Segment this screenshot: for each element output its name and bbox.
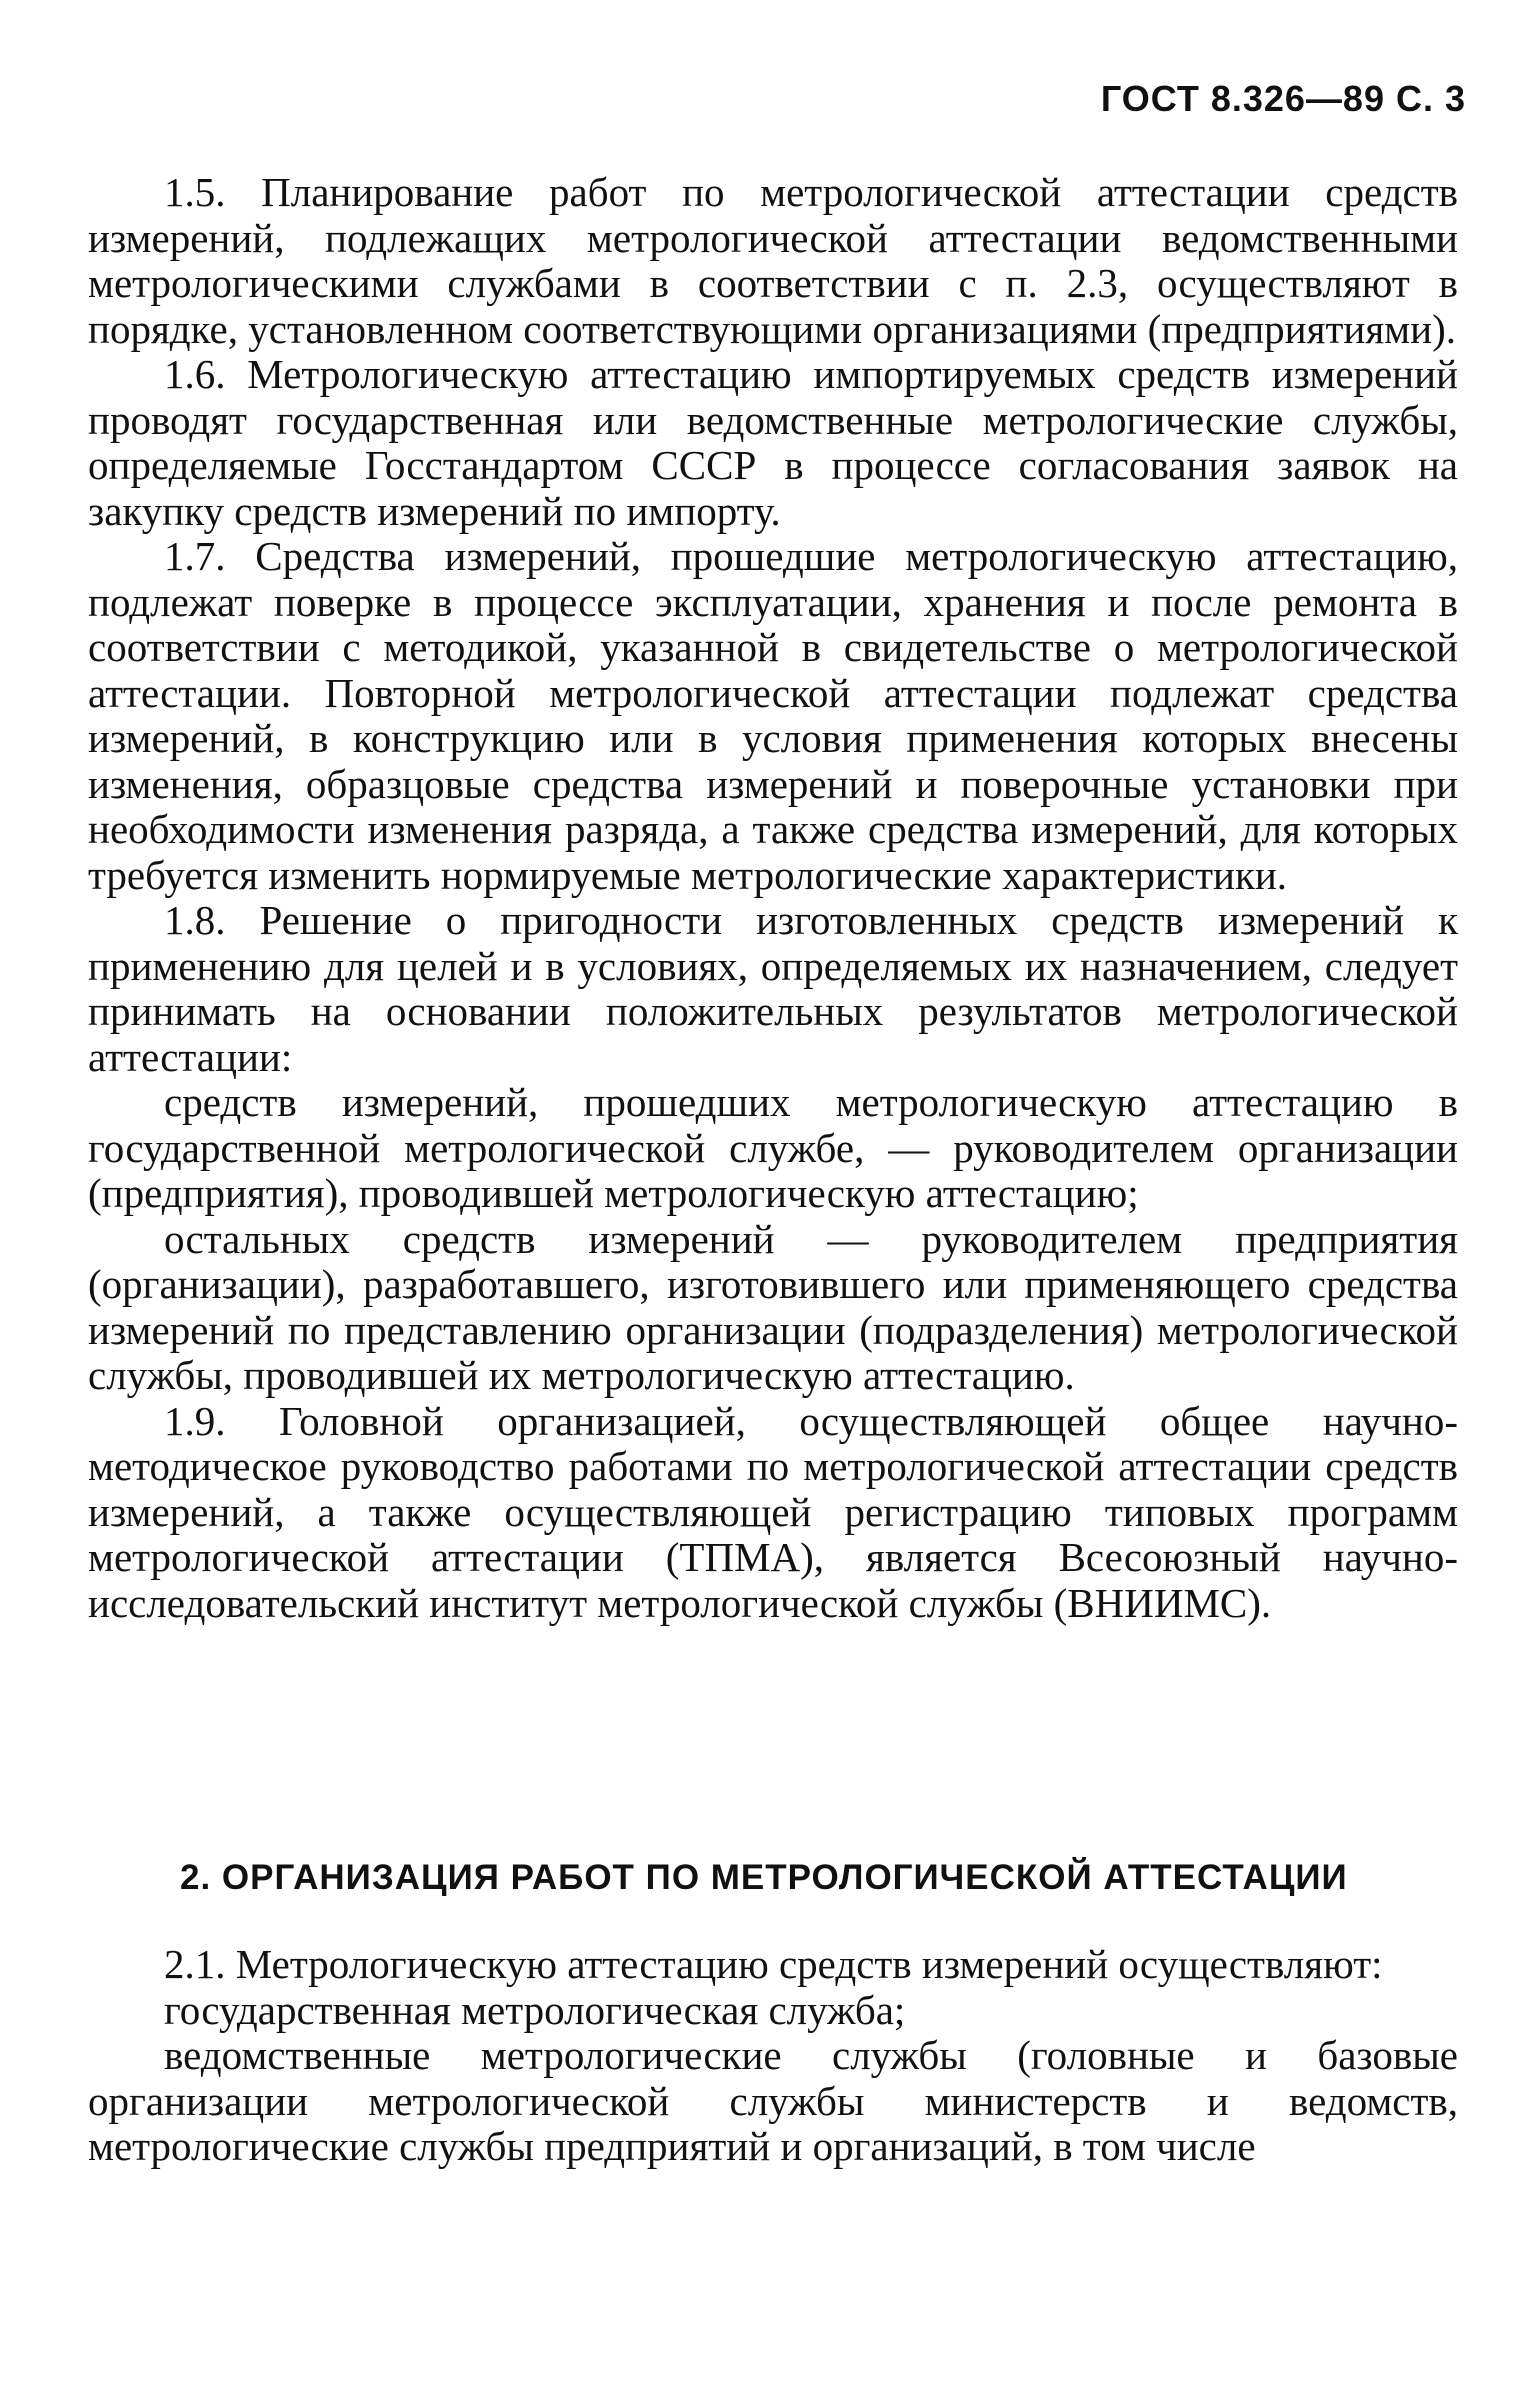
section-2-body bbox=[88, 1942, 1458, 2170]
paragraph-1-6: 1.6. Метрологическую аттестацию импортируемых средств измерений проводят государственная или ведомственные метрологические службы, определяемые Госстандартом СССР в процессе согласования заявок на закупку средств измерений по импорту. bbox=[88, 351, 1458, 534]
section-1-body bbox=[88, 170, 1458, 1626]
paragraph-2-1-item-departmental: ведомственные метрологические службы (головные и базовые организации метрологической службы министерств и ведомств, метрологические службы предприятий и организаций, в том числе bbox=[88, 2032, 1458, 2169]
paragraph-1-8-item-other: остальных средств измерений — руководителем предприятия (организации), разработавшего, изготовившего или применяющего средства измерений по представлению организации (подразделения) метрологической службы, проводившей их метрологическую аттестацию. bbox=[88, 1215, 1458, 1398]
paragraph-2-1-item-state: государственная метрологическая служба; bbox=[164, 1986, 906, 2033]
paragraph-1-7: 1.7. Средства измерений, прошедшие метрологическую аттестацию, подлежат поверке в процессе эксплуатации, хранения и после ремонта в соответствии с методикой, указанной в свидетельстве о метрологической аттестации. Повторной метрологической аттестации подлежат средства измерений, в конструкцию или в условия применения которых внесены изменения, образцовые средства измерений и поверочные установки при необходимости изменения разряда, а также средства измерений, для которых требуется изменить нормируемые метрологические характеристики. bbox=[88, 533, 1458, 898]
paragraph-2-1: 2.1. Метрологическую аттестацию средств измерений осуществляют: bbox=[164, 1941, 1383, 1987]
running-head: ГОСТ 8.326—89 С. 3 bbox=[1100, 78, 1466, 119]
paragraph-1-8: 1.8. Решение о пригодности изготовленных средств измерений к применению для целей и в условиях, определяемых их назначением, следует принимать на основании положительных результатов метрологической аттестации: bbox=[88, 897, 1458, 1080]
paragraph-1-8-item-state: средств измерений, прошедших метрологическую аттестацию в государственной метрологической службе, — руководителем организации (предприятия), проводившей метрологическую аттестацию; bbox=[88, 1079, 1458, 1216]
paragraph-1-5: 1.5. Планирование работ по метрологической аттестации средств измерений, подлежащих метрологической аттестации ведомственными метрологическими службами в соответствии с п. 2.3, осуществляют в порядке, установленном соответствующими организациями (предприятиями). bbox=[88, 169, 1458, 352]
section-2-heading: 2. ОРГАНИЗАЦИЯ РАБОТ ПО МЕТРОЛОГИЧЕСКОЙ АТТЕСТАЦИИ bbox=[180, 1858, 1348, 1897]
paragraph-1-9: 1.9. Головной организацией, осуществляющей общее научно-методическое руководство работами по метрологической аттестации средств измерений, а также осуществляющей регистрацию типовых программ метрологической аттестации (ТПМА), является Всесоюзный научно-исследовательский институт метрологической службы (ВНИИМС). bbox=[88, 1397, 1458, 1626]
